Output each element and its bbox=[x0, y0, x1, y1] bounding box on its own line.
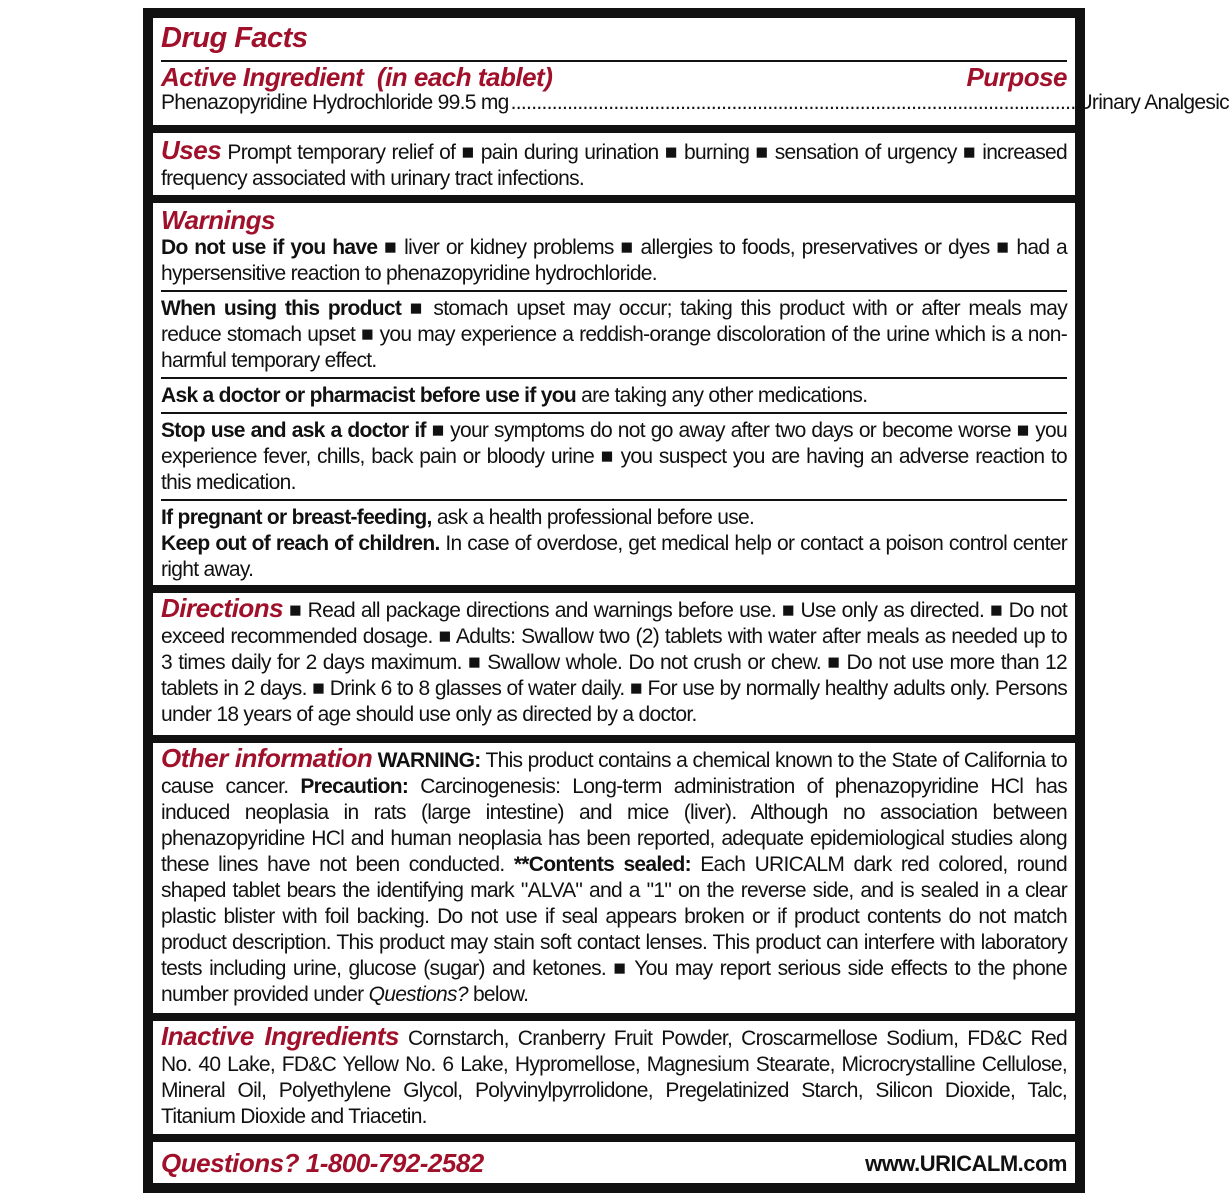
directions-heading: Directions bbox=[161, 593, 284, 623]
warnings-heading: Warnings bbox=[161, 205, 275, 235]
precaution-text: Carcinogenesis: Long-term administration of phenazopyridine HCl has induced neoplasia in rats (large intestine) and mice (liver). Although no association between phenazopyridine HCl and human neoplasia has been reported, adequate epidemiological studies along these lines have not been conducted. bbox=[161, 775, 1068, 876]
inactive-ingredients-text: Cornstarch, Cranberry Fruit Powder, Croscarmellose Sodium, FD&C Red No. 40 Lake, FD&C Yellow No. 6 Lake, Hypromellose, Magnesium Stearate, Microcrystalline Cellulose, Mineral Oil, Polyethylene Glycol, Polyvinylpyrrolidone, Pregelatinized Starch, Silicon Dioxide, Talc, Titanium Dioxide and Triacetin. bbox=[161, 1027, 1067, 1128]
pregnant-text: ask a health professional before use. bbox=[436, 506, 755, 529]
directions-section bbox=[153, 593, 1075, 735]
website-link[interactable]: www.URICALM.com bbox=[865, 1150, 1067, 1176]
footer-section bbox=[153, 1142, 1075, 1183]
section-bar bbox=[153, 735, 1075, 743]
do-not-use-warning bbox=[161, 235, 1067, 287]
divider bbox=[161, 290, 1067, 292]
warning-label: WARNING: bbox=[377, 749, 481, 772]
when-using-text: ■ stomach upset may occur; taking this product with or after meals may reduce stomach upset ■ you may experience a reddish-orange discoloration of the urine which is a non-harmful temporary effect. bbox=[161, 297, 1067, 372]
stop-use-warning bbox=[161, 418, 1067, 496]
ask-doctor-warning bbox=[161, 383, 1067, 409]
when-using-label: When using this product bbox=[161, 297, 402, 320]
questions-reference: Questions? bbox=[368, 983, 468, 1006]
purpose-heading: Purpose bbox=[966, 62, 1067, 92]
section-bar bbox=[153, 585, 1075, 593]
stop-use-label: Stop use and ask a doctor if bbox=[161, 419, 426, 442]
drug-facts-label bbox=[143, 8, 1229, 1193]
precaution-label: Precaution: bbox=[300, 775, 409, 798]
keep-out-warning bbox=[161, 531, 1067, 583]
ask-doctor-text: are taking any other medications. bbox=[581, 384, 868, 407]
stop-use-text: ■ your symptoms do not go away after two days or become worse ■ you experience fever, chills, back pain or bloody urine ■ you suspect you are having an adverse reaction to this medication. bbox=[161, 419, 1067, 494]
keep-out-text: In case of overdose, get medical help or contact a poison control center right away. bbox=[161, 532, 1067, 581]
uses-heading: Uses bbox=[161, 135, 222, 165]
divider bbox=[161, 377, 1067, 379]
other-information-section bbox=[153, 743, 1075, 1013]
active-ingredient-heading: Active Ingredient (in each tablet) bbox=[161, 62, 553, 92]
divider bbox=[161, 412, 1067, 414]
inactive-ingredients-section bbox=[153, 1021, 1075, 1134]
pregnant-warning bbox=[161, 505, 1067, 531]
section-bar bbox=[153, 1134, 1075, 1142]
section-bar bbox=[153, 1013, 1075, 1021]
when-using-warning bbox=[161, 296, 1067, 374]
keep-out-label: Keep out of reach of children. bbox=[161, 532, 440, 555]
ingredient-name: Phenazopyridine Hydrochloride 99.5 mg bbox=[161, 91, 509, 114]
section-bar bbox=[153, 195, 1075, 203]
directions-text: ■ Read all package directions and warnings before use. ■ Use only as directed. ■ Do not exceed recommended dosage. ■ Adults: Swallow two (2) tablets with water after meals as needed up to 3 times daily for 2 days maximum. ■ Swallow whole. Do not crush or chew. ■ Do not use more than 12 tablets in 2 days. ■ Drink 6 to 8 glasses of water daily. ■ For use by normally healthy adults only. Persons under 18 years of age should use only as directed by a doctor. bbox=[161, 599, 1067, 726]
inactive-ingredients-heading: Inactive Ingredients bbox=[161, 1021, 399, 1051]
section-bar bbox=[153, 125, 1075, 133]
do-not-use-label: Do not use if you have bbox=[161, 236, 378, 259]
active-ingredient-section bbox=[153, 18, 1229, 125]
pregnant-label: If pregnant or breast-feeding, bbox=[161, 506, 432, 529]
leader-dots: .............................................................................................................. bbox=[510, 91, 1076, 114]
divider bbox=[161, 499, 1067, 501]
ingredient-purpose: Urinary Analgesic bbox=[1077, 91, 1229, 114]
uses-text: Prompt temporary relief of ■ pain during urination ■ burning ■ sensation of urgency ■ increased frequency associated with urinary tract infections. bbox=[161, 141, 1067, 190]
other-information-heading: Other information bbox=[161, 743, 373, 773]
questions-phone: Questions? 1-800-792-2582 bbox=[161, 1148, 484, 1178]
do-not-use-text: ■ liver or kidney problems ■ allergies to foods, preservatives or dyes ■ had a hypersensitive reaction to phenazopyridine hydrochloride. bbox=[161, 236, 1067, 285]
warnings-section bbox=[153, 203, 1075, 585]
uses-section bbox=[153, 133, 1075, 195]
below-text: below. bbox=[472, 983, 529, 1006]
contents-sealed-label: **Contents sealed: bbox=[513, 853, 691, 876]
ask-doctor-label: Ask a doctor or pharmacist before use if you bbox=[161, 384, 576, 407]
warning-text: This product contains a chemical known to the State of California to cause cancer. bbox=[161, 749, 1067, 798]
contents-sealed-text: Each URICALM dark red colored, round shaped tablet bears the identifying mark "ALVA" and a "1" on the reverse side, and is sealed in a clear plastic blister with foil backing. Do not use if seal appears broken or if product contents do not match product description. This product may stain soft contact lenses. This product can interfere with laboratory tests including urine, glucose (sugar) and ketones. ■ You may report serious side effects to the phone number provided under bbox=[161, 853, 1067, 1006]
drug-facts-title: Drug Facts bbox=[161, 22, 308, 54]
